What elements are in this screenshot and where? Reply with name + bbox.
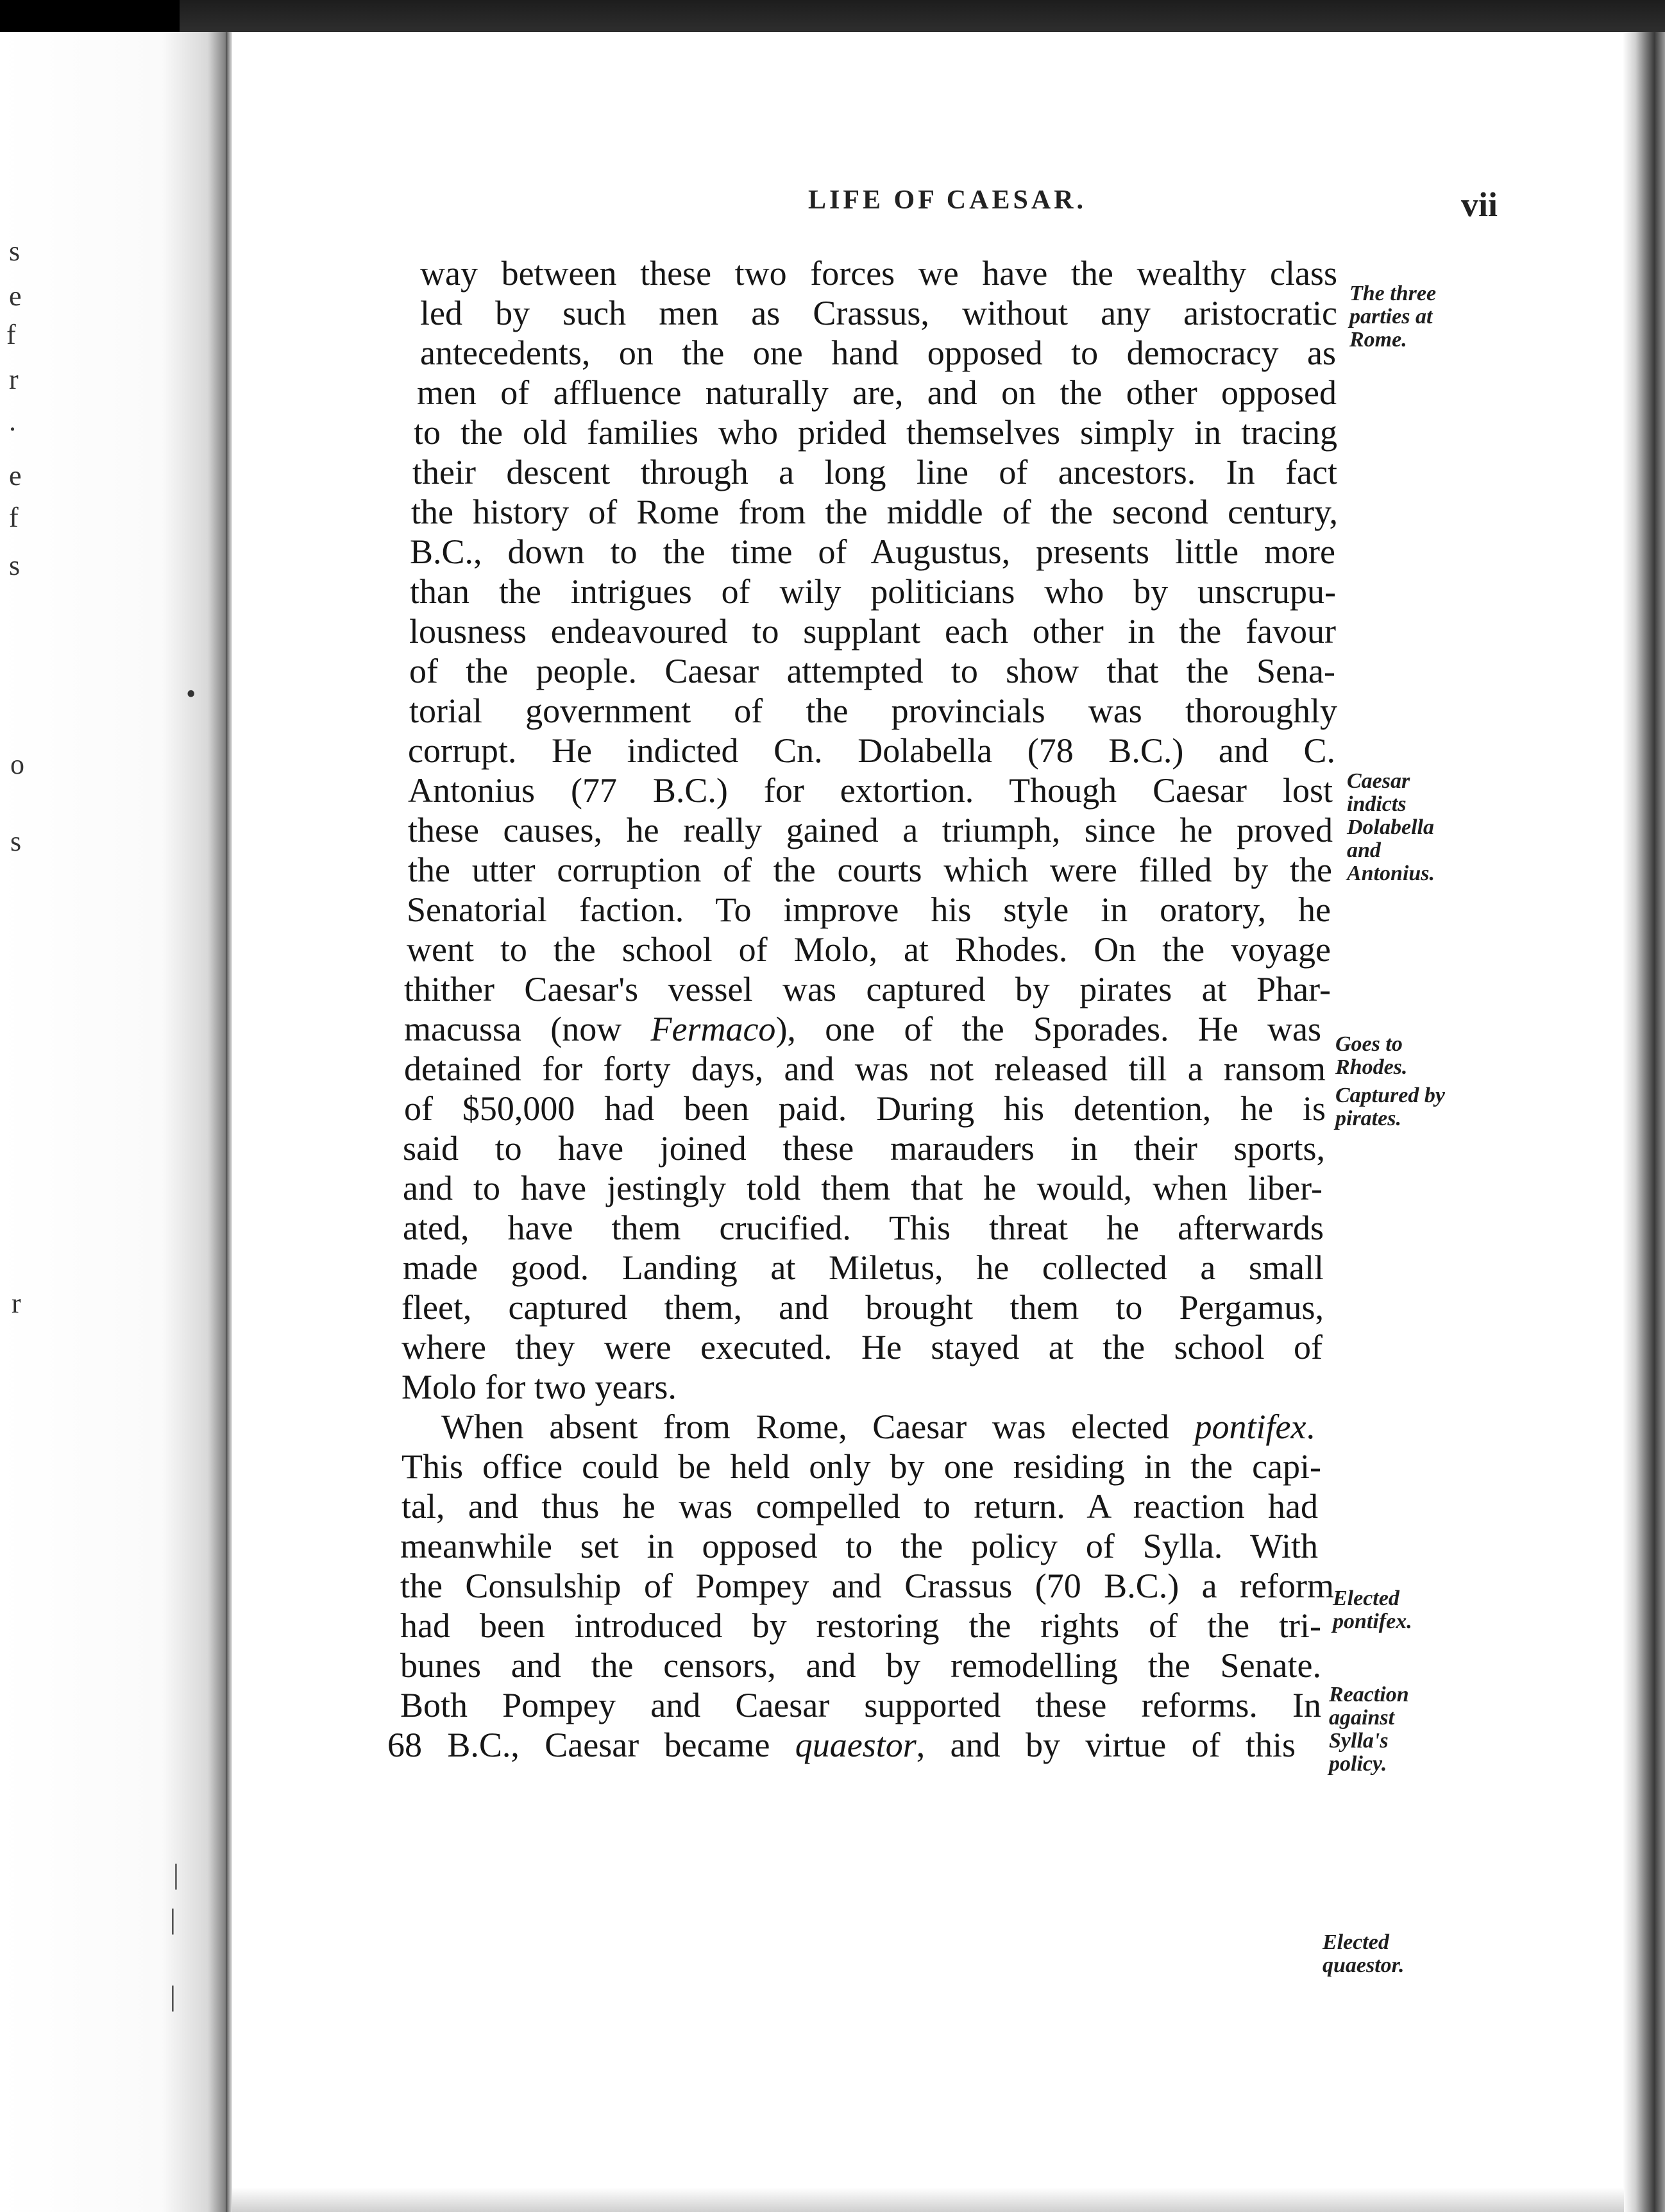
line-text: Molo for two years. (401, 1368, 677, 1406)
body-line (404, 970, 1331, 1008)
body-line (407, 890, 1331, 929)
body-line (409, 612, 1336, 651)
body-line (401, 1447, 1321, 1486)
margin-note-line: and (1347, 838, 1381, 862)
facing-page-margin (0, 32, 231, 2212)
facing-page-fragment: s (9, 235, 21, 267)
body-line (403, 1169, 1323, 1207)
facing-page-fragment: e (9, 460, 22, 491)
line-text: where they were executed. He stayed at the school of (401, 1328, 1323, 1366)
line-text: This office could be held only by one residing in the capi- (401, 1447, 1321, 1486)
line-text: torial government of the provincials was thoroughly (409, 692, 1337, 730)
line-text: went to the school of Molo, at Rhodes. On the voyage (407, 930, 1331, 969)
facing-page-fragment: f (6, 319, 16, 350)
line-text: men of affluence naturally are, and on the other opposed (417, 373, 1337, 412)
body-line (420, 254, 1337, 293)
line-text: Senatorial faction. To improve his style in oratory, he (407, 890, 1331, 929)
line-text: the utter corruption of the courts which were filled by the (408, 851, 1332, 889)
margin-note-line: The three (1349, 282, 1437, 305)
margin-note-line: Elected (1333, 1587, 1399, 1610)
line-text: lousness endeavoured to supplant each other in the favour (409, 612, 1336, 651)
body-line (400, 1527, 1318, 1565)
margin-note-line: Elected (1323, 1930, 1389, 1954)
facing-page-fragment: o (10, 749, 24, 780)
body-line (414, 413, 1337, 452)
margin-note (1329, 1683, 1438, 1776)
facing-page-fragment: e (9, 280, 22, 312)
margin-note (1335, 1033, 1451, 1079)
margin-note-line: Reaction (1329, 1683, 1409, 1706)
book-gutter (226, 32, 232, 2212)
margin-note-line: Goes to (1335, 1032, 1403, 1056)
facing-page-fragment: . (9, 405, 16, 437)
line-text: of the people. Caesar attempted to show that the Sena- (409, 652, 1335, 690)
scan-top-border (0, 0, 1665, 32)
facing-page-fragment: | (173, 1859, 179, 1890)
body-line (408, 731, 1335, 770)
page-bottom-shade (232, 2188, 1624, 2212)
line-text: Both Pompey and Caesar supported these reforms. In (400, 1686, 1321, 1724)
margin-note (1323, 1931, 1432, 1977)
body-line (400, 1606, 1321, 1645)
body-line (404, 1010, 1321, 1048)
body-line (412, 453, 1337, 491)
margin-note-line: pirates. (1335, 1107, 1401, 1130)
body-line (420, 294, 1337, 332)
line-text: tal, and thus he was compelled to return. A reaction had (401, 1487, 1318, 1526)
line-text: said to have joined these marauders in their sports, (403, 1129, 1325, 1168)
body-line (409, 652, 1335, 690)
margin-note-line: Captured by (1335, 1084, 1445, 1107)
line-text: Antonius (77 B.C.) for extortion. Though Caesar lost (408, 771, 1333, 810)
body-line (441, 1408, 1315, 1446)
body-line (410, 572, 1336, 611)
italic-term: quaestor (795, 1726, 917, 1764)
body-line (400, 1686, 1321, 1724)
body-line (404, 1050, 1326, 1088)
line-text: bunes and the censors, and by remodelling the Senate. (400, 1646, 1321, 1685)
line-text: their descent through a long line of ancestors. In fact (412, 453, 1337, 491)
body-line (408, 811, 1333, 849)
margin-note-line: Dolabella (1347, 815, 1434, 839)
facing-page-fragment: f (9, 502, 19, 533)
line-text: had been introduced by restoring the rights of the tri- (400, 1606, 1321, 1645)
facing-page-fragment: r (9, 364, 19, 395)
body-line (420, 334, 1336, 372)
body-line (403, 1248, 1324, 1287)
margin-note-line: Rome. (1349, 328, 1407, 352)
line-text: of $50,000 had been paid. During his detention, he is (404, 1089, 1326, 1128)
line-text: 68 B.C., Caesar became (387, 1726, 795, 1764)
line-text: fleet, captured them, and brought them to Pergamus, (401, 1288, 1324, 1327)
line-text: the history of Rome from the middle of the second century, (411, 493, 1338, 531)
line-text: way between these two forces we have the wealthy class (420, 254, 1337, 293)
body-line (403, 1209, 1324, 1247)
line-text: antecedents, on the one hand opposed to democracy as (420, 334, 1336, 372)
facing-page-fragment: • (186, 678, 196, 710)
body-line (403, 1129, 1325, 1168)
body-line (408, 851, 1332, 889)
body-line (417, 373, 1337, 412)
line-text: thither Caesar's vessel was captured by pirates at Phar- (404, 970, 1331, 1008)
margin-note-line: Sylla's (1329, 1729, 1389, 1753)
line-text: detained for forty days, and was not released till a ransom (404, 1050, 1326, 1088)
page-right-edge (1623, 32, 1665, 2212)
body-line (410, 532, 1335, 571)
facing-page-fragment: | (170, 1980, 176, 2012)
margin-note-line: against (1329, 1706, 1395, 1730)
body-line (400, 1567, 1334, 1605)
body-line (401, 1368, 834, 1406)
body-line (411, 493, 1338, 531)
margin-note-line: indicts (1347, 792, 1407, 816)
line-text: these causes, he really gained a triumph, since he proved (408, 811, 1333, 849)
margin-note (1335, 1084, 1464, 1130)
running-head: LIFE OF CAESAR. (808, 185, 1086, 215)
line-text: When absent from Rome, Caesar was elected (441, 1408, 1195, 1446)
body-line (387, 1726, 1296, 1764)
facing-page-fragment: s (9, 550, 21, 581)
body-line (401, 1288, 1324, 1327)
margin-note (1333, 1587, 1442, 1633)
body-line (407, 930, 1331, 969)
line-text: the Consulship of Pompey and Crassus (70 B.C.) a reform (400, 1567, 1334, 1605)
line-text: . (1306, 1408, 1315, 1446)
line-text: than the intrigues of wily politicians who by unscrupu- (410, 572, 1336, 611)
margin-note-line: Antonius. (1347, 862, 1435, 885)
italic-term: Fermaco (650, 1010, 776, 1048)
line-text: , and by virtue of this (916, 1726, 1296, 1764)
body-line (408, 771, 1333, 810)
margin-note-line: pontifex. (1333, 1610, 1412, 1633)
italic-term: pontifex (1194, 1408, 1306, 1446)
margin-note-line: policy. (1329, 1752, 1387, 1776)
margin-note-line: Caesar (1347, 769, 1410, 793)
facing-page-fragment: | (170, 1903, 176, 1935)
margin-note-line: quaestor. (1323, 1953, 1405, 1977)
body-line (401, 1487, 1318, 1526)
facing-page-fragment: s (10, 826, 22, 857)
body-line (401, 1328, 1323, 1366)
margin-note-line: parties at (1349, 305, 1433, 328)
body-line (409, 692, 1337, 730)
line-text: ), one of the Sporades. He was (775, 1010, 1321, 1048)
margin-note (1349, 282, 1458, 352)
line-text: macussa (now (404, 1010, 651, 1048)
margin-note-line: Rhodes. (1335, 1055, 1408, 1079)
line-text: meanwhile set in opposed to the policy of Sylla. With (400, 1527, 1318, 1565)
body-line (400, 1646, 1321, 1685)
line-text: B.C., down to the time of Augustus, presents little more (410, 532, 1335, 571)
margin-note (1347, 770, 1456, 885)
line-text: corrupt. He indicted Cn. Dolabella (78 B.C.) and C. (408, 731, 1335, 770)
facing-page-fragment: r (12, 1288, 21, 1319)
page-number: vii (1461, 185, 1498, 224)
line-text: to the old families who prided themselves simply in tracing (414, 413, 1337, 452)
line-text: ated, have them crucified. This threat he afterwards (403, 1209, 1324, 1247)
line-text: led by such men as Crassus, without any aristocratic (420, 294, 1337, 332)
line-text: made good. Landing at Miletus, he collected a small (403, 1248, 1324, 1287)
body-line (404, 1089, 1326, 1128)
line-text: and to have jestingly told them that he would, when liber- (403, 1169, 1323, 1207)
